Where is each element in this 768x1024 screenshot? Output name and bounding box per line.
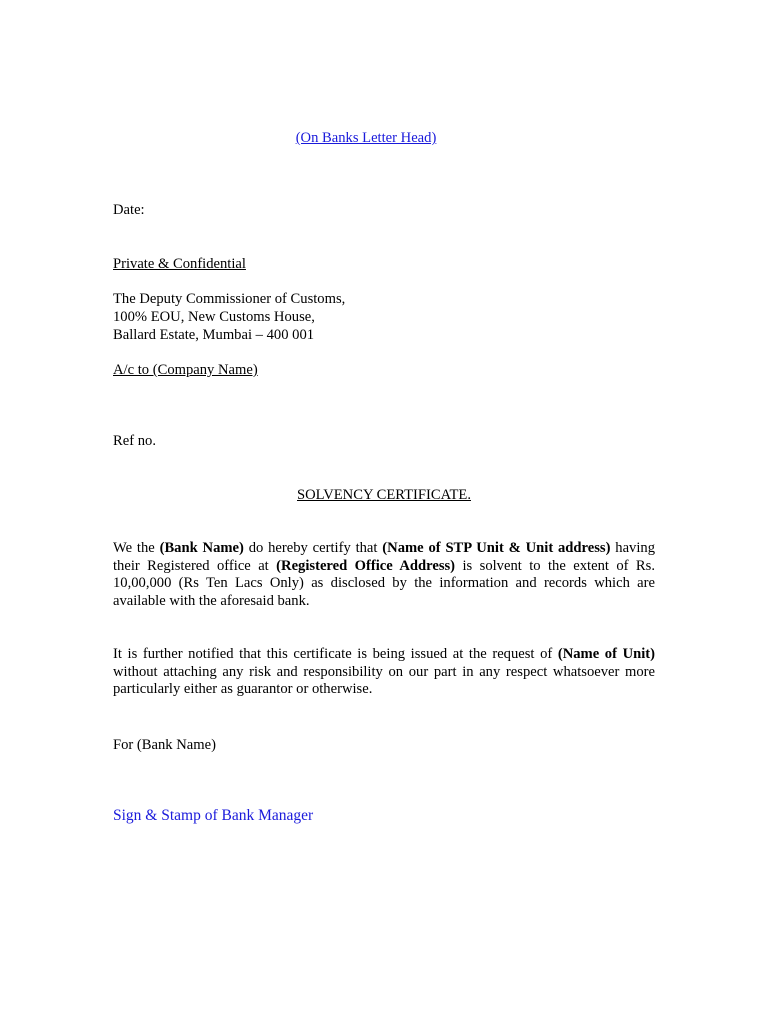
text-run: without attaching any risk and responsibility on our part in any respect whatsoever more particularly either as guarantor or otherwise. [113, 663, 655, 698]
bank-name-placeholder: (Bank Name) [159, 540, 244, 556]
date-label: Date: [113, 202, 145, 218]
text-run: do hereby certify that [243, 540, 383, 556]
address-line: Ballard Estate, Mumbai – 400 001 [113, 327, 315, 343]
unit-name-placeholder: (Name of Unit) [557, 646, 655, 662]
letterhead-note: (On Banks Letter Head) [295, 130, 437, 146]
account-reference: A/c to (Company Name) [113, 362, 258, 378]
address-line: 100% EOU, New Customs House, [113, 309, 315, 325]
address-line: The Deputy Commissioner of Customs, [113, 291, 346, 307]
unit-name-placeholder: (Name of STP Unit & Unit address) [382, 540, 611, 556]
text-run: having their Registered office at [113, 540, 656, 574]
signature-line: Sign & Stamp of Bank Manager [113, 807, 314, 824]
certification-paragraph [113, 540, 655, 610]
text-run: It is further notified that this certificate is being issued at the request of [113, 646, 558, 662]
disclaimer-paragraph [113, 646, 655, 699]
text-run: is solvent to the extent of Rs. 10,00,000 (Rs Ten Lacs Only) as disclosed by the information and records which are available with the aforesaid bank. [113, 557, 655, 609]
for-bank-label: For (Bank Name) [113, 737, 216, 753]
confidential-label: Private & Confidential [113, 256, 246, 272]
document-title: SOLVENCY CERTIFICATE. [297, 487, 471, 503]
office-address-placeholder: (Registered Office Address) [276, 557, 456, 574]
ref-number-label: Ref no. [113, 433, 156, 449]
text-run: We the [113, 540, 160, 556]
